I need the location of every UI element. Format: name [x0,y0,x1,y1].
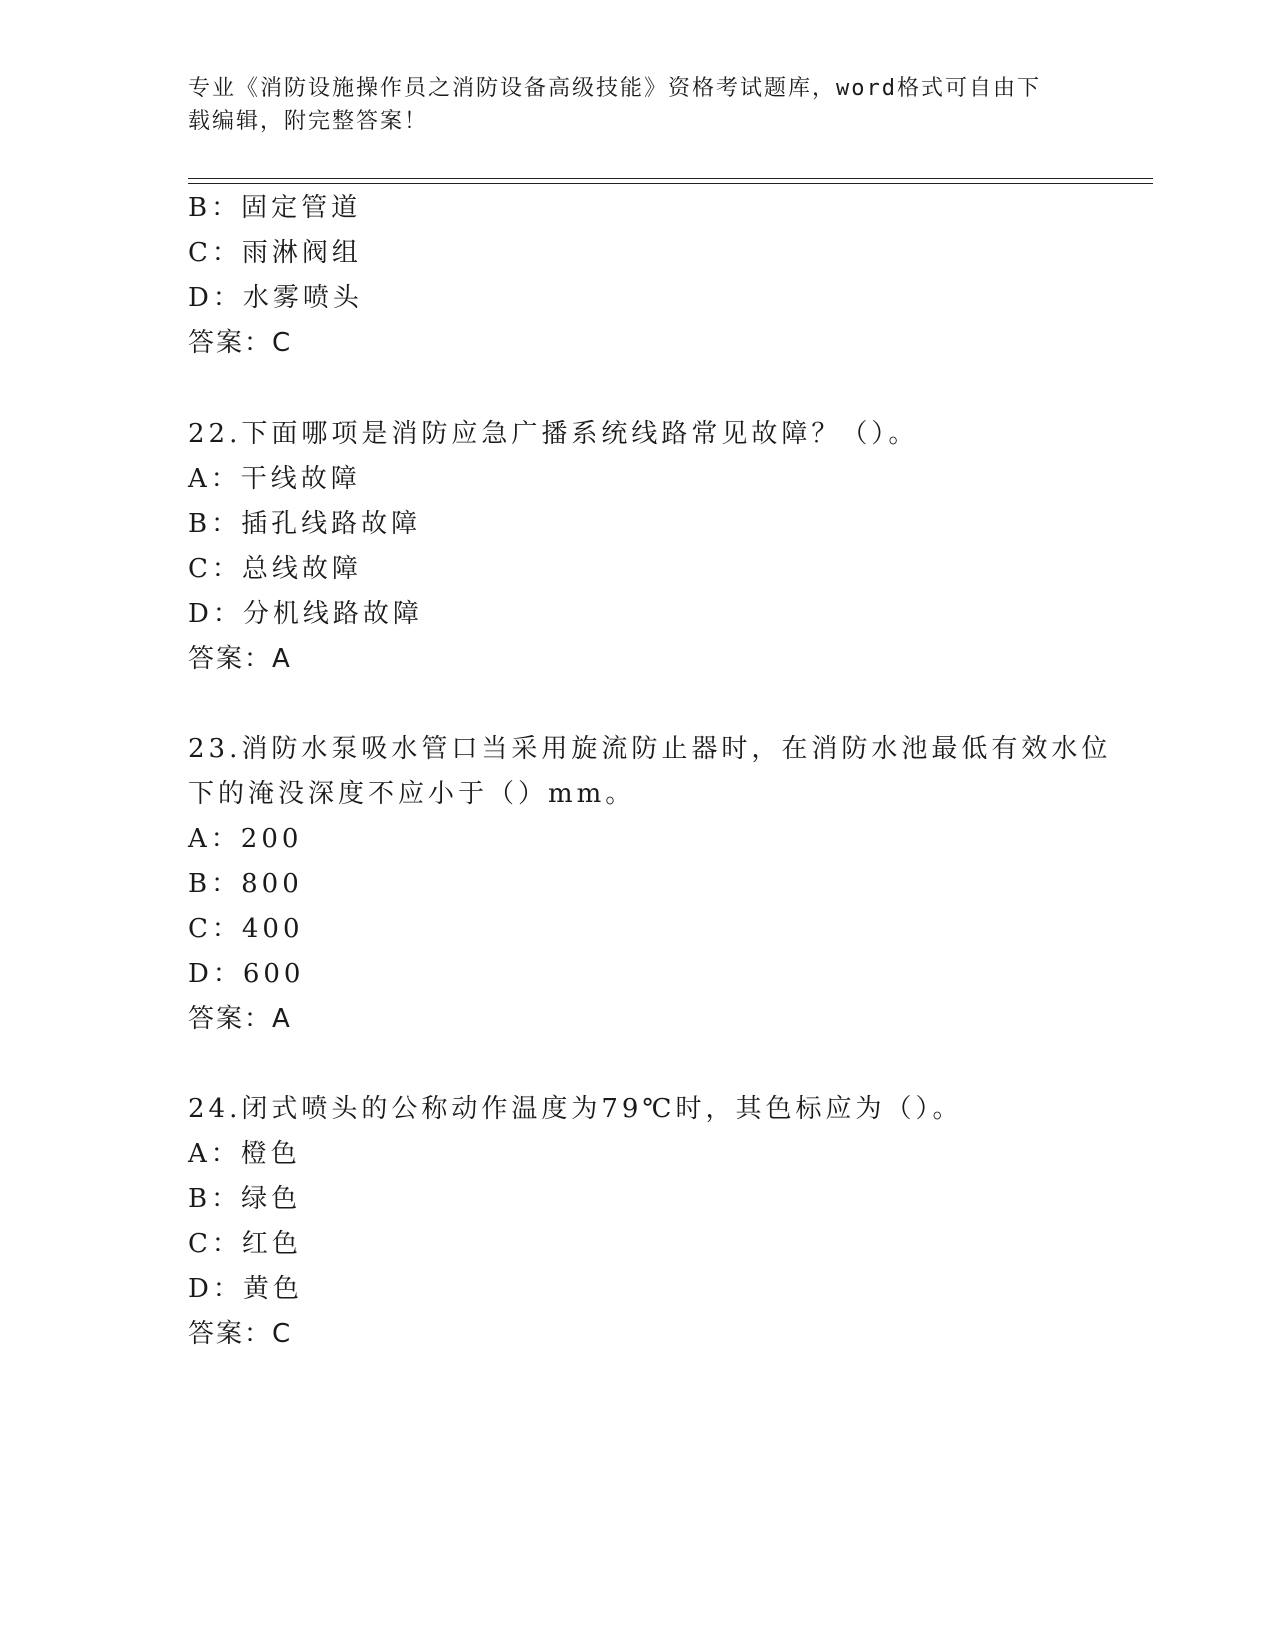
q22-answer: 答案：A [188,644,292,674]
q21-option-d: D：水雾喷头 [188,283,363,313]
q24-answer: 答案：C [188,1319,293,1349]
header-divider-bottom [188,183,1153,184]
q22-option-c: C：总线故障 [188,554,362,584]
q23-option-d: D：600 [188,959,305,989]
q22-option-b: B：插孔线路故障 [188,509,422,539]
header-divider-top [188,178,1153,179]
q21-answer: 答案：C [188,328,293,358]
q23-stem-line-2: 下的淹没深度不应小于（）mm。 [188,779,636,809]
q23-option-a: A：200 [188,824,303,854]
q22-option-a: A：干线故障 [188,464,361,494]
document-header [188,72,1088,138]
header-line-1: 专业《消防设施操作员之消防设备高级技能》资格考试题库，word格式可自由下 [188,76,1041,101]
q24-option-a: A：橙色 [188,1139,301,1169]
q23-option-b: B：800 [188,869,303,899]
q23-answer: 答案：A [188,1004,292,1034]
q23-option-c: C：400 [188,914,304,944]
q22-option-d: D：分机线路故障 [188,599,423,629]
q21-option-c: C：雨淋阀组 [188,238,362,268]
q24-option-b: B：绿色 [188,1184,302,1214]
q23-stem-line-1: 23.消防水泵吸水管口当采用旋流防止器时，在消防水池最低有效水位 [188,734,1112,764]
header-line-2: 载编辑，附完整答案！ [188,109,429,134]
q24-option-c: C：红色 [188,1229,302,1259]
q24-stem: 24.闭式喷头的公称动作温度为79℃时，其色标应为（）。 [188,1094,963,1124]
q24-option-d: D：黄色 [188,1274,303,1304]
q22-stem: 22.下面哪项是消防应急广播系统线路常见故障？（）。 [188,419,919,449]
q21-option-b: B：固定管道 [188,193,362,223]
